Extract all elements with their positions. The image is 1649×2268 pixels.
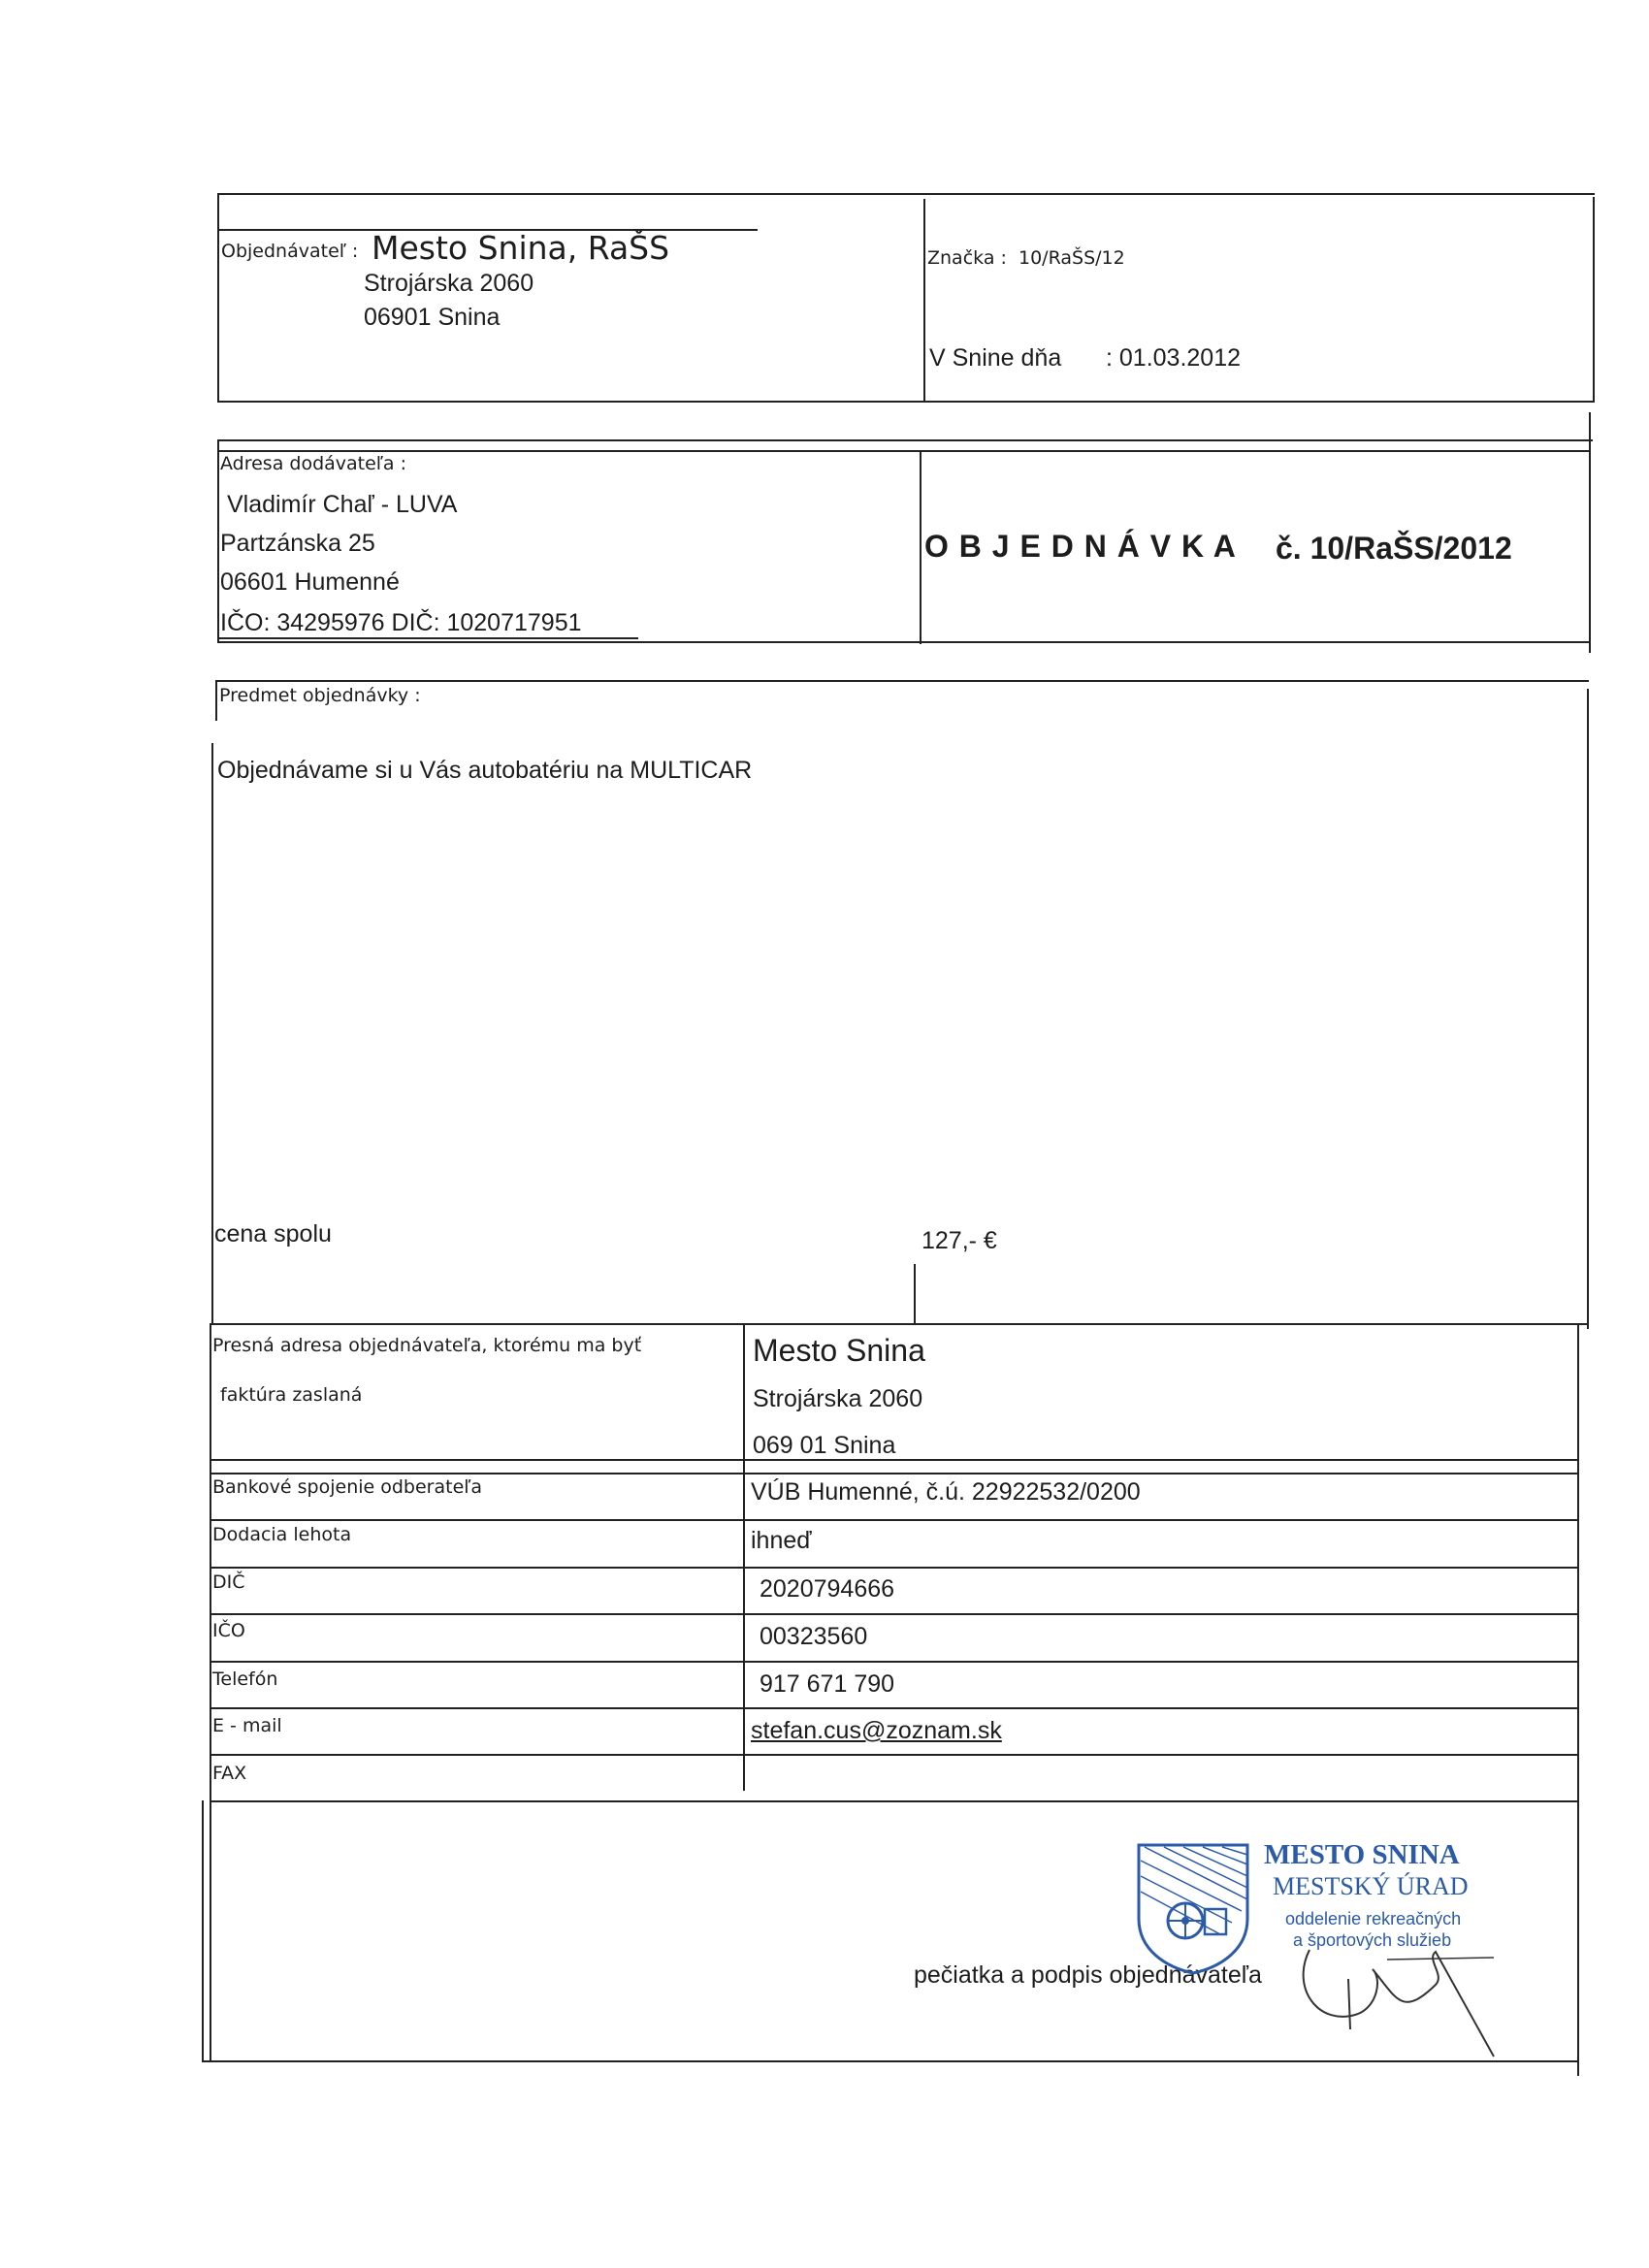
city-coat-of-arms-icon	[1135, 1841, 1251, 1977]
stamp-line4: a športových služieb	[1293, 1930, 1452, 1950]
order-title: O B J E D N Á V K A	[924, 529, 1237, 564]
row-value-email[interactable]: stefan.cus@zoznam.sk	[751, 1717, 1002, 1744]
supplier-city: 06601 Humenné	[220, 568, 400, 596]
orderer-city: 06901 Snina	[364, 304, 501, 331]
orderer-label: Objednávateľ :	[221, 241, 359, 262]
row-value-phone: 917 671 790	[760, 1670, 895, 1698]
ref-label: Značka :	[927, 247, 1007, 269]
subject-text: Objednávame si u Vás autobatériu na MULTICAR	[217, 757, 753, 784]
billing-street: Strojárska 2060	[753, 1385, 923, 1412]
row-value-bank: VÚB Humenné, č.ú. 22922532/0200	[751, 1478, 1141, 1506]
row-label-delivery: Dodacia lehota	[212, 1524, 352, 1545]
supplier-ids: IČO: 34295976 DIČ: 1020717951	[220, 609, 582, 636]
row-label-dic: DIČ	[212, 1571, 245, 1593]
ref-value: 10/RaŠS/12	[1018, 247, 1125, 269]
orderer-street: Strojárska 2060	[364, 270, 534, 297]
order-number: č. 10/RaŠS/2012	[1276, 531, 1512, 566]
billing-label-line1: Presná adresa objednávateľa, ktorému ma byť	[212, 1335, 642, 1356]
supplier-street: Partzánska 25	[220, 530, 375, 557]
handwritten-signature	[1290, 1921, 1513, 2066]
row-label-bank: Bankové spojenie odberateľa	[212, 1476, 483, 1498]
billing-name: Mesto Snina	[753, 1333, 925, 1368]
date-value: : 01.03.2012	[1106, 344, 1242, 372]
subject-label: Predmet objednávky :	[219, 685, 421, 706]
row-value-dic: 2020794666	[760, 1575, 895, 1603]
row-value-delivery: ihneď	[751, 1527, 812, 1554]
billing-label-line2: faktúra zaslaná	[220, 1384, 363, 1406]
row-label-fax: FAX	[212, 1763, 247, 1784]
billing-city: 069 01 Snina	[753, 1432, 896, 1459]
total-value: 127,- €	[922, 1227, 997, 1254]
stamp-line2: MESTSKÝ ÚRAD	[1273, 1872, 1469, 1900]
signature-label: pečiatka a podpis objednávateľa	[914, 1961, 1262, 1989]
stamp-line3: oddelenie rekreačných	[1285, 1909, 1462, 1928]
row-label-phone: Telefón	[212, 1669, 278, 1690]
orderer-name: Mesto Snina, RaŠS	[372, 229, 670, 267]
date-label: V Snine dňa	[929, 344, 1062, 372]
supplier-name: Vladimír Chaľ - LUVA	[227, 491, 458, 518]
supplier-label: Adresa dodávateľa :	[220, 453, 407, 474]
total-label: cena spolu	[214, 1220, 332, 1247]
row-label-ico: IČO	[212, 1620, 245, 1641]
row-value-ico: 00323560	[760, 1623, 868, 1650]
stamp-line1: MESTO SNINA	[1264, 1839, 1460, 1870]
row-label-email: E - mail	[212, 1715, 282, 1736]
